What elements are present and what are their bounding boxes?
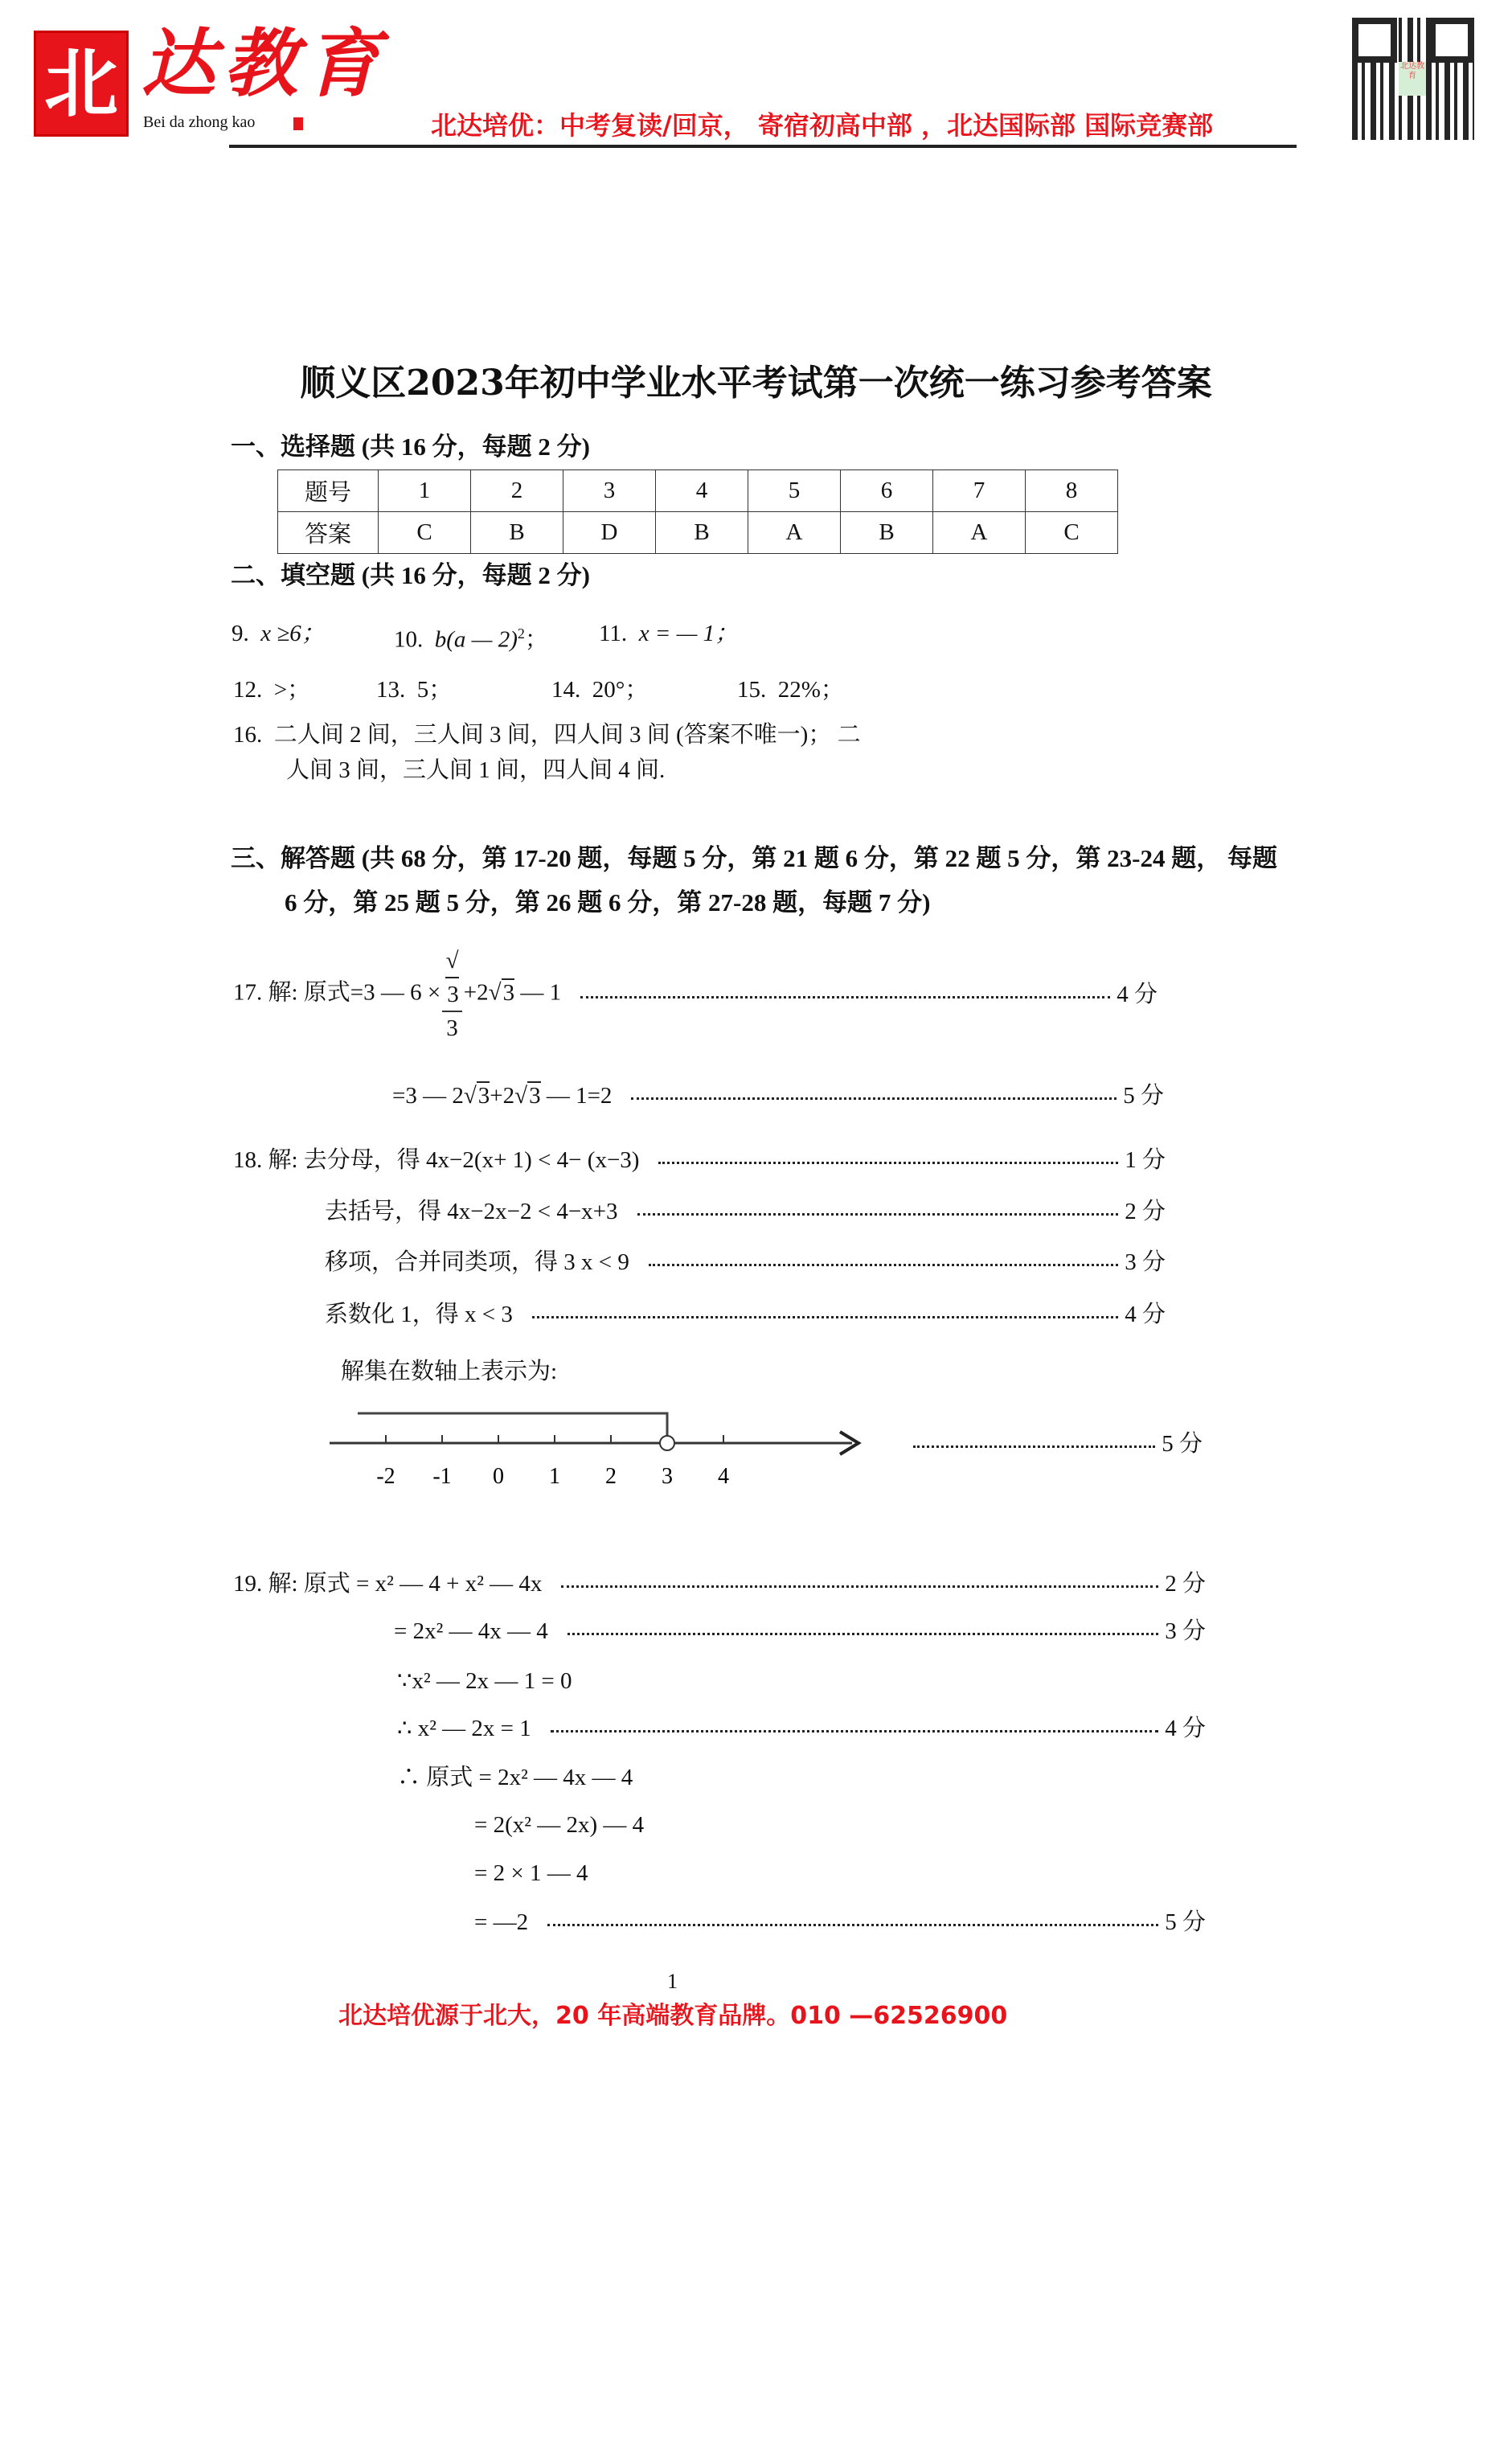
q19-step (397, 1714, 1206, 1743)
score-text: 4 分 (1125, 1302, 1166, 1327)
page-number: 1 (667, 1970, 678, 1993)
step-text: 19. 解: 原式 = x² — 4 + x² — 4x (233, 1571, 543, 1597)
solution-bracket (358, 1413, 667, 1443)
q19-step (397, 1763, 633, 1792)
q19-step (394, 1617, 1206, 1646)
q18-step (325, 1197, 1166, 1226)
step-text: 系数化 1，得 x < 3 (325, 1302, 513, 1327)
question-number: 1 (379, 470, 471, 512)
step-text: 18. 解: 去分母，得 4x−2(x+ 1) < 4− (x−3) (233, 1147, 640, 1173)
tick-label: -1 (432, 1464, 452, 1487)
score-text: 3 分 (1125, 1249, 1166, 1275)
q19-step (474, 1859, 588, 1888)
q17-score2: 5 分 (1123, 1083, 1164, 1109)
question-number: 8 (1026, 470, 1118, 512)
question-number: 7 (933, 470, 1026, 512)
step-text: = 2(x² — 2x) — 4 (474, 1812, 645, 1838)
row-label: 题号 (278, 470, 379, 512)
tick-label: 4 (718, 1464, 729, 1487)
dotted-leader (631, 1097, 1117, 1100)
answer-table (277, 470, 1118, 554)
step-text: = 2x² — 4x — 4 (394, 1618, 548, 1644)
q18-step (325, 1248, 1166, 1277)
q18-step (233, 1146, 1166, 1175)
step-text: ∵x² — 2x — 1 = 0 (397, 1668, 572, 1694)
dotted-leader (568, 1633, 1158, 1635)
answer-15: 15. 22%； (737, 677, 844, 703)
step-text: 移项，合并同类项，得 3 x < 9 (325, 1249, 629, 1275)
answer-cell: D (563, 512, 656, 554)
answer-cell: C (1026, 512, 1118, 554)
answer-13: 13. 5； (376, 677, 453, 703)
score-text: 3 分 (1165, 1618, 1206, 1644)
tick-label: 2 (605, 1464, 617, 1487)
answer-cell: A (933, 512, 1026, 554)
tick-label: 0 (493, 1464, 504, 1487)
step-text: ∴ 原式 = 2x² — 4x — 4 (397, 1765, 633, 1790)
header-divider (229, 145, 1297, 148)
q18-axis-score (913, 1429, 1203, 1458)
logo-text: 达教育 (141, 23, 388, 105)
logo-square (293, 117, 303, 130)
q17-expression-2: =3 — 2√3+2√3 — 1=2 (392, 1083, 613, 1109)
logo: 北 (34, 31, 129, 137)
score-text: 1 分 (1125, 1147, 1166, 1173)
q17-score1: 4 分 (1117, 982, 1158, 1007)
question-number: 5 (748, 470, 841, 512)
qr-center-label: 北达教育 (1399, 62, 1426, 96)
score-text: 5 分 (1162, 1431, 1203, 1457)
answer-16: 16. 二人间 2 间，三人间 3 间，四人间 3 间 (答案不唯一)； 二 (233, 722, 861, 748)
dotted-leader (561, 1585, 1158, 1588)
dotted-leader (551, 1730, 1158, 1732)
q19-step (397, 1667, 572, 1696)
q17-line2 (392, 1081, 1164, 1110)
open-point (660, 1436, 674, 1450)
question-number: 3 (563, 470, 656, 512)
answer-cell: A (748, 512, 841, 554)
answer-10: 10. b(a — 2)$^2$； (394, 625, 548, 653)
q19-step (233, 1569, 1206, 1598)
qr-code-icon (1352, 18, 1474, 140)
row-label: 答案 (278, 512, 379, 554)
dotted-leader (913, 1445, 1155, 1448)
question-number: 4 (656, 470, 748, 512)
answer-cell: B (471, 512, 563, 554)
dotted-leader (649, 1264, 1118, 1266)
answer-14: 14. 20°； (551, 677, 649, 703)
number-line-caption: 解集在数轴上表示为: (341, 1359, 558, 1384)
score-text: 2 分 (1125, 1199, 1166, 1224)
dotted-leader (658, 1162, 1118, 1164)
q19-step (474, 1810, 644, 1839)
section2-heading: 二、填空题 (共 16 分，每题 2 分) (231, 561, 590, 589)
tick-label: 1 (549, 1464, 560, 1487)
section3-heading-cont: 6 分，第 25 题 5 分，第 26 题 6 分，第 27-28 题，每题 7 分) (285, 888, 931, 916)
q19-step (474, 1908, 1206, 1937)
answer-16-cont: 人间 3 间，三人间 1 间，四人间 4 间. (286, 757, 666, 783)
answer-cell: B (656, 512, 748, 554)
answer-cell: B (841, 512, 933, 554)
q17-expression: 17. 解: 原式=3 — 6 × √ 3 3 +2√3 — 1 (233, 945, 561, 1044)
dotted-leader (547, 1924, 1158, 1926)
step-text: ∴ x² — 2x = 1 (397, 1716, 531, 1741)
answer-9: 9. x ≥6； (232, 621, 325, 646)
q18-step (325, 1300, 1166, 1329)
table-row (278, 512, 1118, 554)
number-line (322, 1399, 884, 1487)
answer-cell: C (379, 512, 471, 554)
score-text: 2 分 (1165, 1571, 1206, 1597)
score-text: 5 分 (1165, 1909, 1206, 1935)
logo-subtitle: Bei da zhong kao (143, 113, 256, 131)
step-text: = 2 × 1 — 4 (474, 1860, 588, 1886)
dotted-leader (580, 996, 1110, 998)
section3-heading: 三、解答题 (共 68 分，第 17-20 题，每题 5 分，第 21 题 6 分，第 22 题 5 分，第 23-24 题， 每题 (231, 844, 1277, 872)
answer-11: 11. x = — 1； (599, 621, 739, 646)
section1-heading: 一、选择题 (共 16 分，每题 2 分) (231, 433, 590, 461)
footer-slogan: 北达培优源于北大，20 年高端教育品牌。010 —62526900 (338, 2002, 1008, 2030)
table-row (278, 470, 1118, 512)
score-text: 4 分 (1165, 1716, 1206, 1741)
dotted-leader (532, 1316, 1118, 1318)
tick-label: 3 (662, 1464, 673, 1487)
q17-line1 (233, 948, 1158, 1041)
question-number: 2 (471, 470, 563, 512)
tick-label: -2 (376, 1464, 395, 1487)
header-tagline: 北达培优：中考复读/回京， 寄宿初高中部 ，北达国际部 国际竞赛部 (431, 110, 1214, 141)
step-text: = —2 (474, 1909, 529, 1935)
step-text: 去括号，得 4x−2x−2 < 4−x+3 (325, 1199, 618, 1224)
question-number: 6 (841, 470, 933, 512)
page-title: 顺义区2023年初中学业水平考试第一次统一练习参考答案 (300, 363, 1212, 404)
answer-12: 12. >； (233, 677, 311, 703)
dotted-leader (637, 1213, 1119, 1216)
